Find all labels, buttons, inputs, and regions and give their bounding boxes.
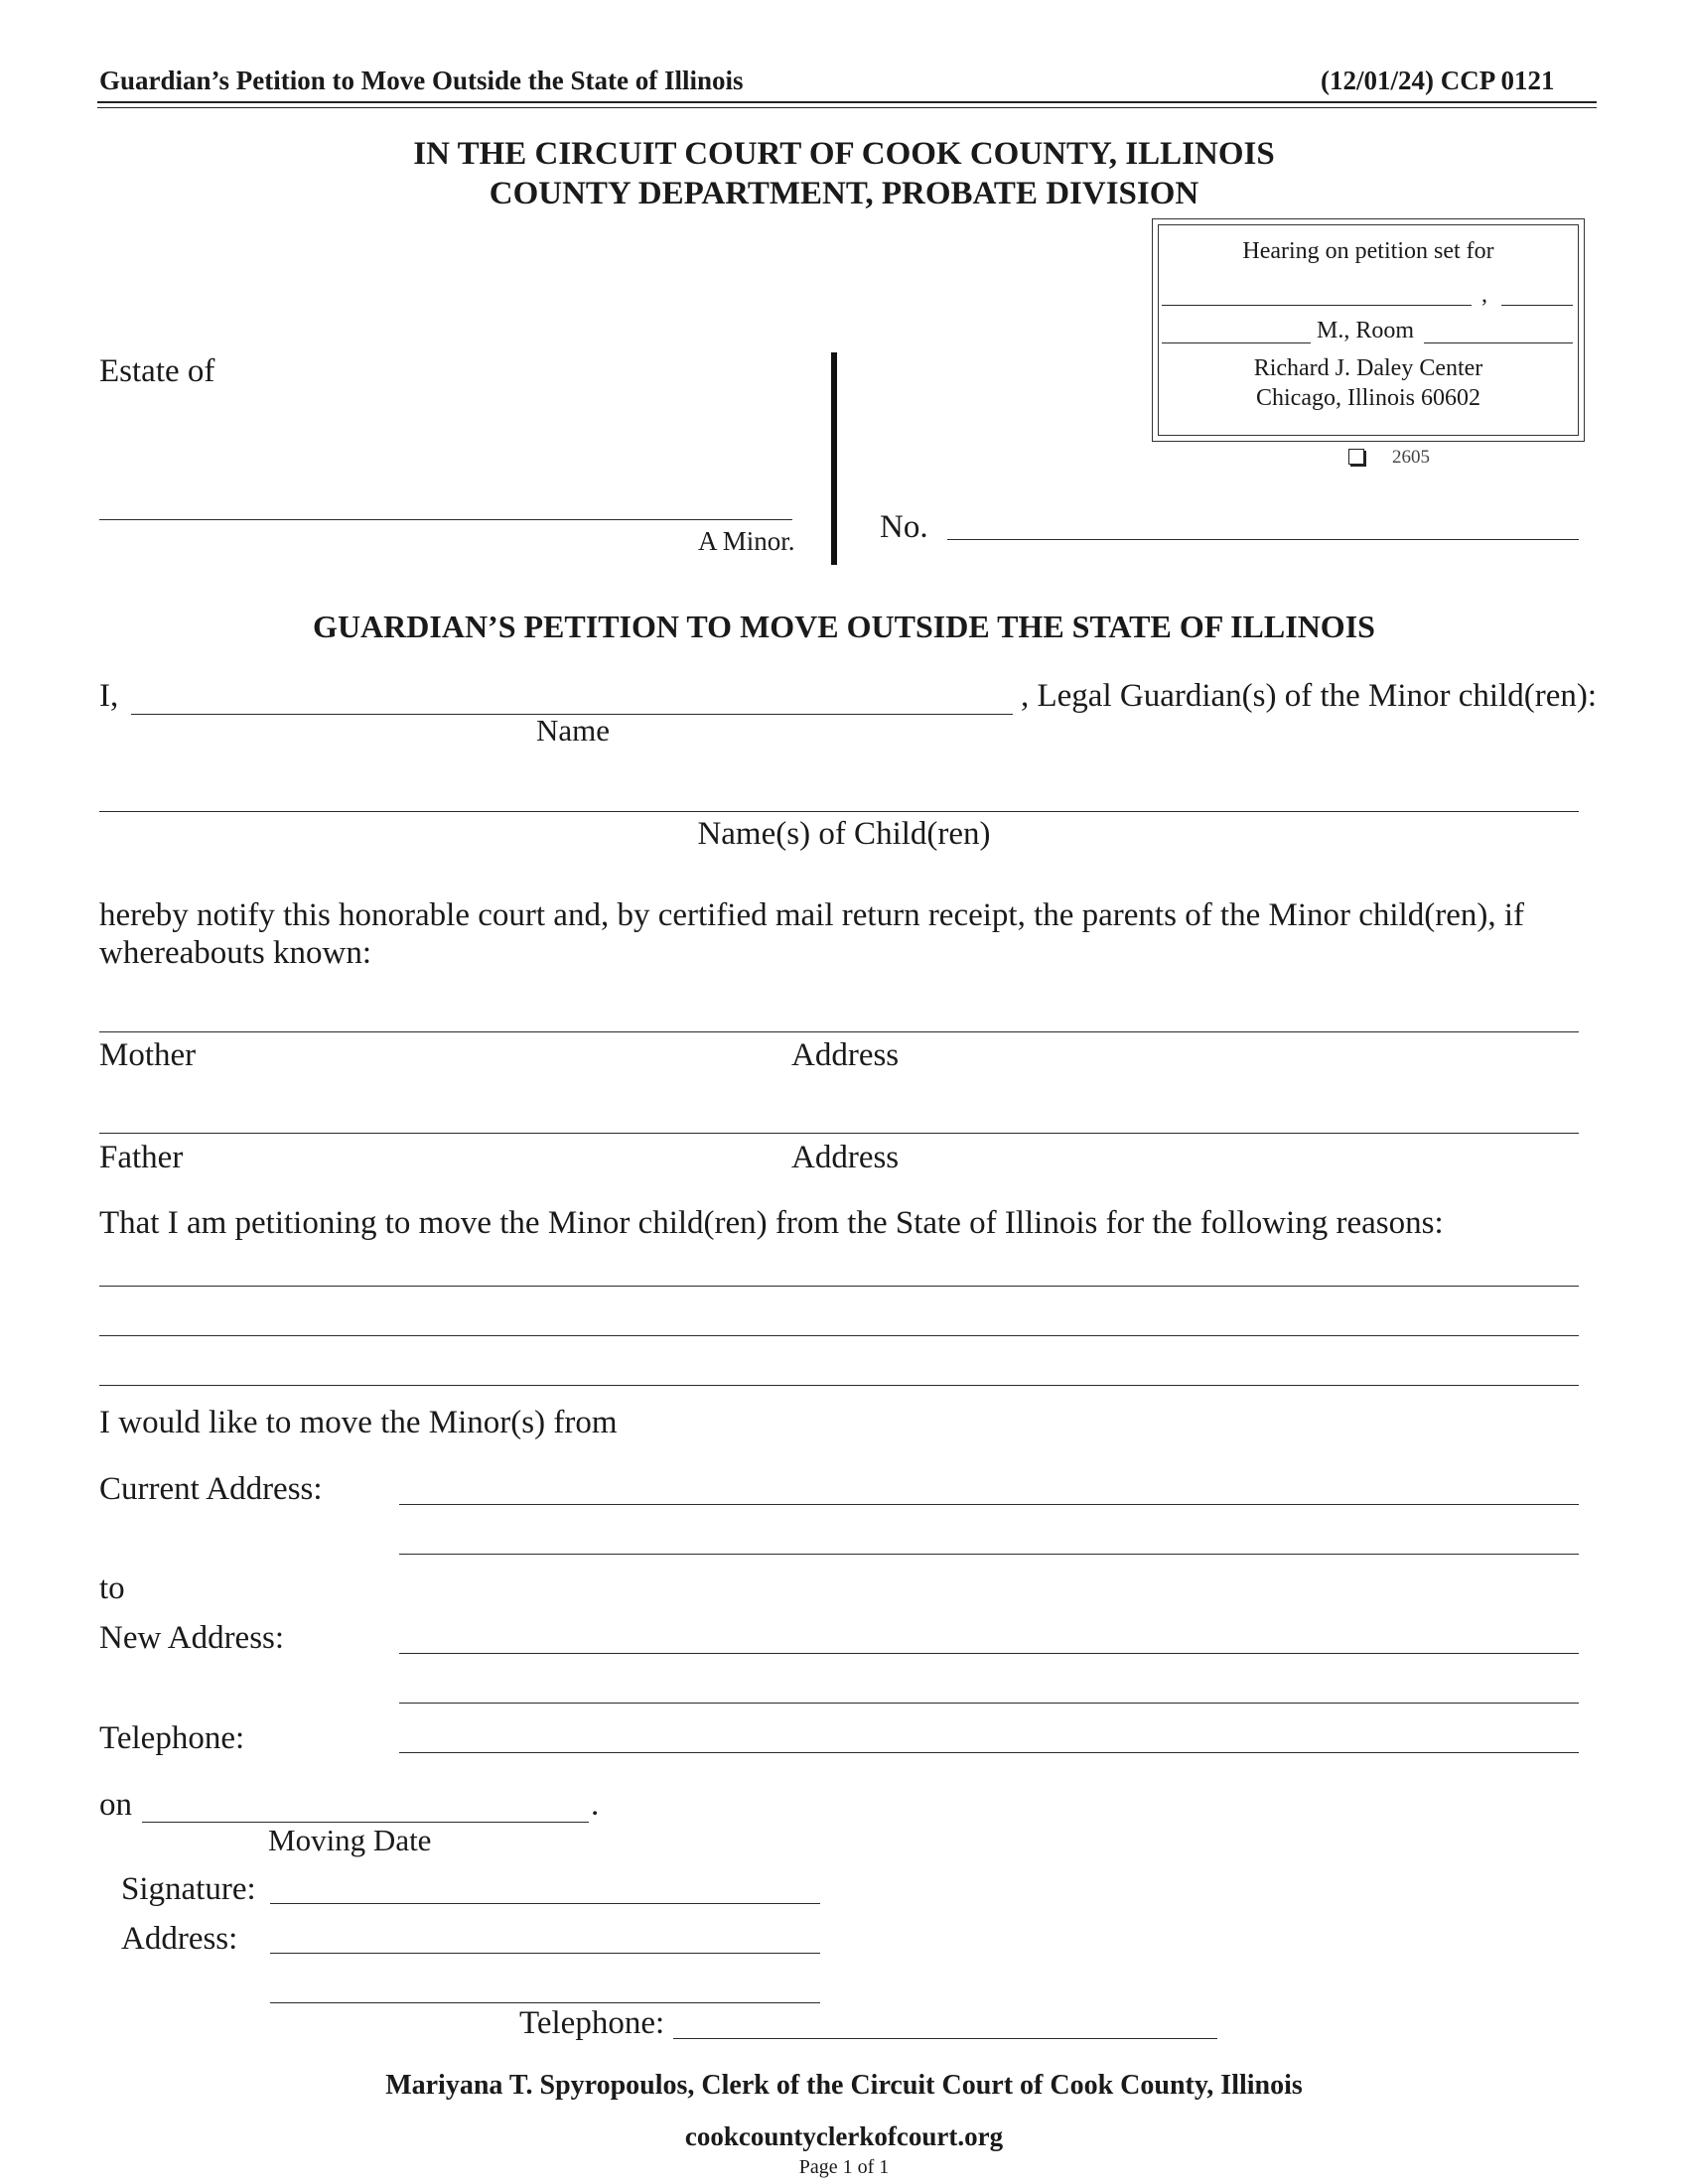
mother-input[interactable] <box>99 1001 1579 1032</box>
estate-of-label: Estate of <box>99 353 215 389</box>
signature-label: Signature: <box>121 1871 256 1907</box>
notify-paragraph: hereby notify this honorable court and, by certified mail return receipt, the parents of the Minor child(ren), if whereabouts known: <box>99 897 1525 971</box>
reasons-line-3[interactable] <box>99 1354 1579 1386</box>
court-title-line2: COUNTY DEPARTMENT, PROBATE DIVISION <box>489 176 1199 211</box>
guardian-name-input[interactable] <box>131 683 1013 715</box>
father-address-label: Address <box>791 1140 900 1175</box>
new-address-line-1[interactable] <box>399 1622 1579 1654</box>
case-number-label: No. <box>880 509 928 545</box>
new-address-line-2[interactable] <box>399 1672 1579 1704</box>
signature-address-label: Address: <box>121 1921 238 1957</box>
move-from-text: I would like to move the Minor(s) from <box>99 1405 618 1440</box>
hearing-comma: , <box>1481 282 1487 308</box>
reasons-text: That I am petitioning to move the Minor child(ren) from the State of Illinois for the following reasons: <box>99 1205 1444 1241</box>
to-label: to <box>99 1570 125 1606</box>
signature-telephone-input[interactable] <box>673 2007 1217 2039</box>
reasons-line-1[interactable] <box>99 1255 1579 1287</box>
header-rule-thin <box>97 107 1597 108</box>
signature-address-line-1[interactable] <box>270 1922 820 1954</box>
guardian-suffix: , Legal Guardian(s) of the Minor child(ren): <box>1021 678 1598 714</box>
caption-divider <box>831 352 837 565</box>
checkbox-2605[interactable] <box>1348 449 1364 465</box>
hearing-date-input[interactable] <box>1162 276 1472 306</box>
clerk-name: Mariyana T. Spyropoulos, Clerk of the Circuit Court of Cook County, Illinois <box>385 2070 1303 2101</box>
new-telephone-input[interactable] <box>399 1721 1579 1753</box>
location-line2: Chicago, Illinois 60602 <box>1256 385 1480 411</box>
father-label: Father <box>99 1140 184 1175</box>
a-minor-label: A Minor. <box>698 526 795 556</box>
estate-name-input[interactable] <box>99 488 792 520</box>
moving-date-period: . <box>591 1787 600 1823</box>
hearing-heading: Hearing on petition set for <box>1242 238 1494 264</box>
checkbox-code: 2605 <box>1392 447 1430 468</box>
form-header-title: Guardian’s Petition to Move Outside the State of Illinois <box>99 66 744 95</box>
moving-date-caption: Moving Date <box>268 1823 432 1857</box>
petition-title: GUARDIAN’S PETITION TO MOVE OUTSIDE THE STATE OF ILLINOIS <box>313 609 1375 644</box>
signature-telephone-label: Telephone: <box>519 2005 665 2041</box>
on-label: on <box>99 1787 132 1823</box>
case-number-input[interactable] <box>947 508 1579 540</box>
current-address-line-1[interactable] <box>399 1473 1579 1505</box>
telephone-label: Telephone: <box>99 1720 245 1756</box>
hearing-m-room-label: M., Room <box>1317 318 1415 343</box>
moving-date-input[interactable] <box>142 1791 589 1823</box>
header-rule <box>97 101 1597 103</box>
children-caption: Name(s) of Child(ren) <box>697 816 991 852</box>
current-address-label: Current Address: <box>99 1471 323 1507</box>
hearing-room-input[interactable] <box>1424 314 1573 343</box>
hearing-year-input[interactable] <box>1501 276 1573 306</box>
children-names-input[interactable] <box>99 780 1579 812</box>
current-address-line-2[interactable] <box>399 1523 1579 1555</box>
new-address-label: New Address: <box>99 1620 285 1656</box>
mother-label: Mother <box>99 1037 197 1073</box>
clerk-website[interactable]: cookcountyclerkofcourt.org <box>684 2121 1004 2151</box>
page-number: Page 1 of 1 <box>798 2156 890 2178</box>
i-prefix: I, <box>99 678 119 714</box>
mother-address-label: Address <box>791 1037 900 1073</box>
name-caption: Name <box>536 713 611 748</box>
location-line1: Richard J. Daley Center <box>1253 355 1483 381</box>
signature-input[interactable] <box>270 1872 820 1904</box>
hearing-time-input[interactable] <box>1162 314 1311 343</box>
reasons-line-2[interactable] <box>99 1304 1579 1336</box>
father-input[interactable] <box>99 1102 1579 1134</box>
form-code: (12/01/24) CCP 0121 <box>1321 66 1555 95</box>
signature-address-line-2[interactable] <box>270 1972 820 2003</box>
court-title-line1: IN THE CIRCUIT COURT OF COOK COUNTY, ILLINOIS <box>413 136 1275 172</box>
